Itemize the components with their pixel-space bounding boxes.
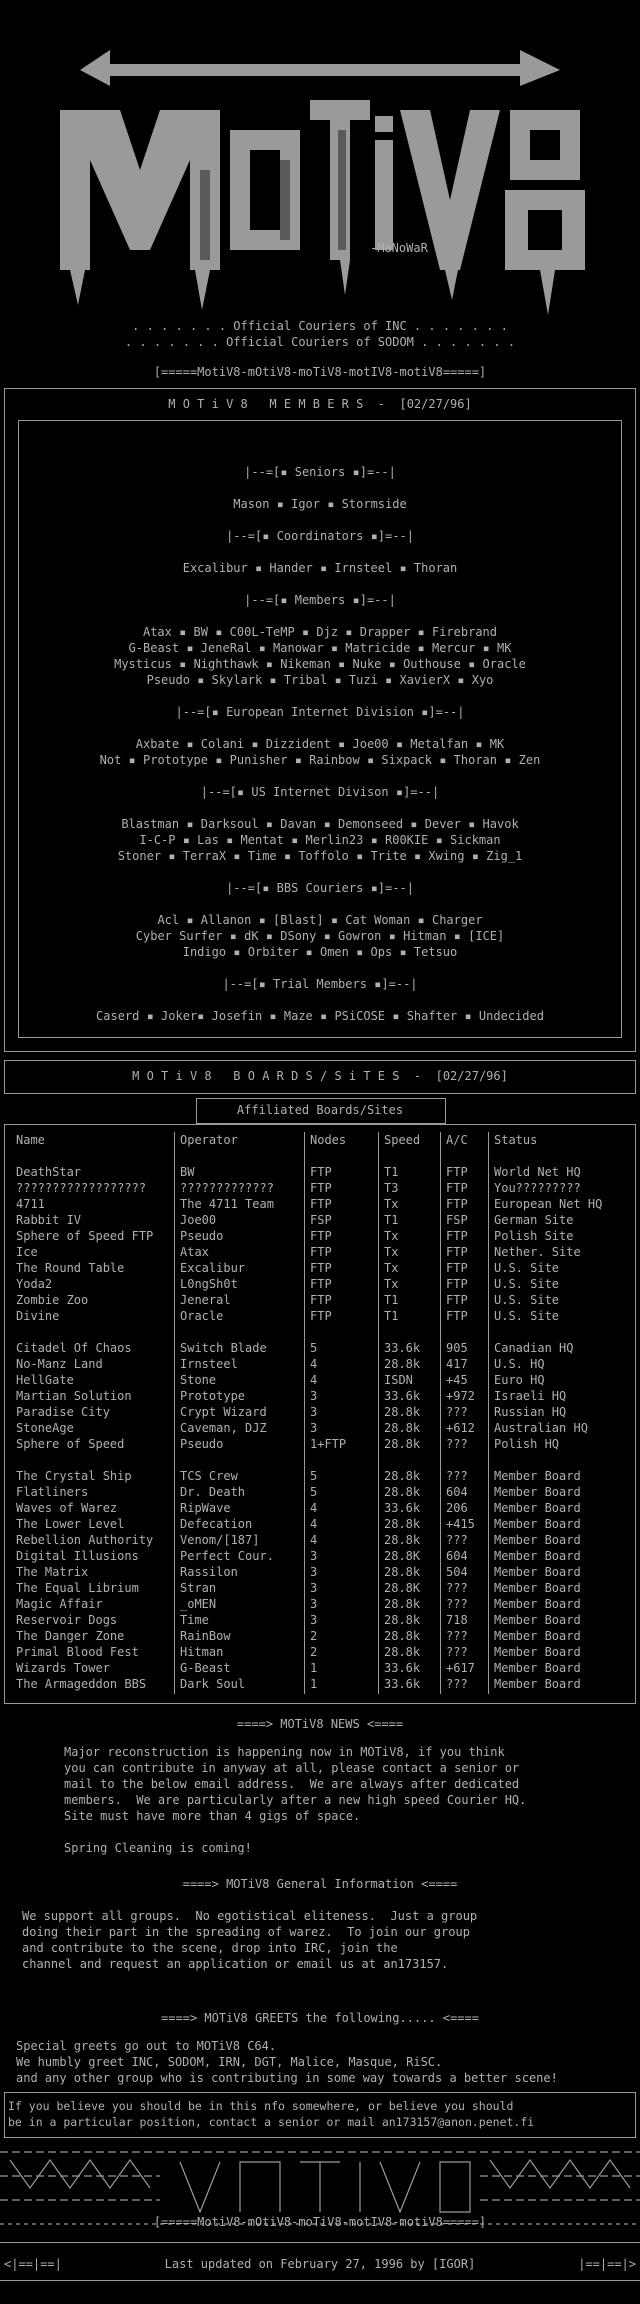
- cell-speed: 33.6k: [384, 1389, 421, 1403]
- table-row: [12, 1676, 628, 1692]
- cell-speed: T1: [384, 1165, 399, 1179]
- news-title: ====> MOTiV8 NEWS <====: [236, 1717, 404, 1731]
- cell-ac: ???: [446, 1581, 468, 1595]
- cell-speed: T1: [384, 1309, 399, 1323]
- greets-line: Special greets go out to MOTiV8 C64.: [16, 2039, 277, 2053]
- cell-ac: +45: [446, 1373, 468, 1387]
- cell-nodes: 3: [310, 1613, 318, 1627]
- cell-operator: Dark Soul: [180, 1677, 246, 1691]
- seniors-line: Mason ▪ Igor ▪ Stormside: [233, 497, 407, 511]
- cell-ac: FTP: [446, 1165, 468, 1179]
- cell-nodes: FTP: [310, 1181, 332, 1195]
- cell-speed: 28.8k: [384, 1613, 421, 1627]
- cell-status: Canadian HQ: [494, 1341, 574, 1355]
- cell-name: StoneAge: [16, 1421, 74, 1435]
- cell-status: U.S. Site: [494, 1309, 560, 1323]
- members-line: Mysticus ▪ Nighthawk ▪ Nikeman ▪ Nuke ▪ Outhouse ▪ Oracle: [114, 657, 526, 671]
- table-row: [12, 1164, 628, 1180]
- footer-divider: [0, 2280, 640, 2281]
- cell-speed: 28.8k: [384, 1517, 421, 1531]
- info-line: and contribute to the scene, drop into IRC, join the: [22, 1941, 398, 1955]
- cell-nodes: FSP: [310, 1213, 332, 1227]
- footer-deco-left: <|==|==|: [4, 2257, 62, 2271]
- table-row: [12, 1260, 628, 1276]
- cell-operator: Joe00: [180, 1213, 217, 1227]
- info-title: ====> MOTiV8 General Information <====: [182, 1877, 458, 1891]
- logo-tag: -MaNoWaR: [370, 241, 428, 255]
- cell-name: Ice: [16, 1245, 38, 1259]
- cell-ac: +617: [446, 1661, 475, 1675]
- cell-speed: Tx: [384, 1229, 399, 1243]
- cell-ac: FTP: [446, 1197, 468, 1211]
- cell-status: Member Board: [494, 1517, 581, 1531]
- cell-status: Member Board: [494, 1549, 581, 1563]
- cell-name: The Danger Zone: [16, 1629, 125, 1643]
- cell-speed: Tx: [384, 1245, 399, 1259]
- cell-name: Reservoir Dogs: [16, 1613, 118, 1627]
- cell-ac: 604: [446, 1549, 468, 1563]
- cell-name: The Equal Librium: [16, 1581, 139, 1595]
- cell-nodes: FTP: [310, 1245, 332, 1259]
- cell-status: Member Board: [494, 1597, 581, 1611]
- cell-status: Member Board: [494, 1581, 581, 1595]
- header-line-sodom: . . . . . . . Official Couriers of SODOM . . . . . . .: [124, 335, 516, 349]
- table-row: [12, 1436, 628, 1452]
- table-row: [12, 1244, 628, 1260]
- cell-operator: RainBow: [180, 1629, 231, 1643]
- cell-name: ??????????????????: [16, 1181, 147, 1195]
- cell-operator: RipWave: [180, 1501, 231, 1515]
- motiv8-logo: [40, 20, 600, 320]
- section-title-us: |--=[▪ US Internet Divison ▪]=--|: [200, 785, 440, 799]
- info-line: We support all groups. No egotistical eliteness. Just a group: [22, 1909, 478, 1923]
- boards-title: M O T i V 8 B O A R D S / S i T E S - [02/27/96]: [132, 1069, 508, 1083]
- cell-ac: ???: [446, 1469, 468, 1483]
- cell-name: No-Manz Land: [16, 1357, 103, 1371]
- cell-operator: Stran: [180, 1581, 217, 1595]
- greets-line: We humbly greet INC, SODOM, IRN, DGT, Malice, Masque, RiSC.: [16, 2055, 443, 2069]
- cell-speed: 28.8k: [384, 1533, 421, 1547]
- table-row: [12, 1420, 628, 1436]
- table-row: [12, 1532, 628, 1548]
- members-line: Pseudo ▪ Skylark ▪ Tribal ▪ Tuzi ▪ XavierX ▪ Xyo: [146, 673, 494, 687]
- cell-operator: Irnsteel: [180, 1357, 238, 1371]
- bbs-line: Acl ▪ Allanon ▪ [Blast] ▪ Cat Woman ▪ Charger: [157, 913, 483, 927]
- cell-operator: Crypt Wizard: [180, 1405, 267, 1419]
- cell-speed: ISDN: [384, 1373, 413, 1387]
- cell-status: Member Board: [494, 1469, 581, 1483]
- cell-nodes: 5: [310, 1469, 318, 1483]
- cell-name: 4711: [16, 1197, 45, 1211]
- footer-deco-right: |==|==|>: [578, 2257, 636, 2271]
- info-line: doing their part in the spreading of warez. To join our group: [22, 1925, 470, 1939]
- info-body: [22, 1908, 477, 1972]
- contact-line: be in a particular position, contact a senior or mail an173157@anon.penet.fi: [8, 2115, 535, 2129]
- cell-status: Member Board: [494, 1677, 581, 1691]
- news-line: Spring Cleaning is coming!: [64, 1841, 252, 1855]
- cell-nodes: 4: [310, 1501, 318, 1515]
- cell-name: Zombie Zoo: [16, 1293, 89, 1307]
- members-line: G-Beast ▪ JeneRal ▪ Manowar ▪ Matricide ▪ Mercur ▪ MK: [128, 641, 512, 655]
- cell-ac: +415: [446, 1517, 475, 1531]
- cell-ac: 905: [446, 1341, 468, 1355]
- cell-ac: 206: [446, 1501, 468, 1515]
- cell-nodes: 3: [310, 1421, 318, 1435]
- cell-status: Member Board: [494, 1629, 581, 1643]
- cell-operator: L0ngSh0t: [180, 1277, 238, 1291]
- cell-status: Member Board: [494, 1645, 581, 1659]
- cell-status: Member Board: [494, 1565, 581, 1579]
- cell-name: Citadel Of Chaos: [16, 1341, 132, 1355]
- contact-line: If you believe you should be in this nfo somewhere, or believe you should: [8, 2099, 514, 2113]
- cell-operator: Pseudo: [180, 1437, 224, 1451]
- news-line: members. We are particularly after a new high speed Courier HQ.: [64, 1793, 527, 1807]
- table-row: [12, 1596, 628, 1612]
- european-line: Axbate ▪ Colani ▪ Dizzident ▪ Joe00 ▪ Metalfan ▪ MK: [135, 737, 505, 751]
- table-row: [12, 1228, 628, 1244]
- cell-nodes: 5: [310, 1485, 318, 1499]
- cell-status: Euro HQ: [494, 1373, 545, 1387]
- cell-ac: 718: [446, 1613, 468, 1627]
- coordinators-line: Excalibur ▪ Hander ▪ Irnsteel ▪ Thoran: [182, 561, 458, 575]
- cell-name: HellGate: [16, 1373, 74, 1387]
- section-title-trial: |--=[▪ Trial Members ▪]=--|: [222, 977, 418, 991]
- cell-nodes: 4: [310, 1533, 318, 1547]
- cell-name: Digital Illusions: [16, 1549, 139, 1563]
- cell-nodes: 3: [310, 1597, 318, 1611]
- cell-status: Russian HQ: [494, 1405, 567, 1419]
- cell-nodes: FTP: [310, 1277, 332, 1291]
- section-title-bbs: |--=[▪ BBS Couriers ▪]=--|: [226, 881, 414, 895]
- news-line: Major reconstruction is happening now in MOTiV8, if you think: [64, 1745, 505, 1759]
- cell-nodes: 4: [310, 1373, 318, 1387]
- members-line: Atax ▪ BW ▪ C00L-TeMP ▪ Djz ▪ Drapper ▪ Firebrand: [142, 625, 497, 639]
- cell-nodes: FTP: [310, 1229, 332, 1243]
- cell-status: U.S. Site: [494, 1277, 560, 1291]
- cell-operator: Pseudo: [180, 1229, 224, 1243]
- section-title-coordinators: |--=[▪ Coordinators ▪]=--|: [226, 529, 414, 543]
- table-row: [12, 1388, 628, 1404]
- cell-nodes: 1: [310, 1677, 318, 1691]
- cell-ac: FSP: [446, 1213, 468, 1227]
- cell-name: The Matrix: [16, 1565, 89, 1579]
- cell-speed: 28.8K: [384, 1581, 421, 1595]
- cell-nodes: 5: [310, 1341, 318, 1355]
- cell-operator: TCS Crew: [180, 1469, 238, 1483]
- cell-operator: Switch Blade: [180, 1341, 267, 1355]
- cell-status: Member Board: [494, 1485, 581, 1499]
- cell-speed: 28.8k: [384, 1629, 421, 1643]
- cell-ac: ???: [446, 1405, 468, 1419]
- cell-nodes: 3: [310, 1389, 318, 1403]
- cell-operator: Oracle: [180, 1309, 224, 1323]
- cell-ac: FTP: [446, 1309, 468, 1323]
- cell-speed: Tx: [384, 1261, 399, 1275]
- table-row: [12, 1660, 628, 1676]
- news-line: you can contribute in anyway at all, please contact a senior or: [64, 1761, 520, 1775]
- cell-status: Member Board: [494, 1501, 581, 1515]
- cell-nodes: 4: [310, 1357, 318, 1371]
- footer-divider: [0, 2242, 640, 2243]
- cell-name: Yoda2: [16, 1277, 53, 1291]
- col-name: Name: [16, 1133, 45, 1147]
- group-spacer: [12, 1452, 628, 1468]
- cell-operator: Hitman: [180, 1645, 224, 1659]
- european-line: Not ▪ Prototype ▪ Punisher ▪ Rainbow ▪ Sixpack ▪ Thoran ▪ Zen: [99, 753, 541, 767]
- cell-status: You?????????: [494, 1181, 581, 1195]
- col-nodes: Nodes: [310, 1133, 347, 1147]
- cell-nodes: 2: [310, 1629, 318, 1643]
- header-line-inc: . . . . . . . Official Couriers of INC . . . . . . .: [132, 319, 508, 333]
- us-line: Blastman ▪ Darksoul ▪ Davan ▪ Demonseed ▪ Dever ▪ Havok: [121, 817, 519, 831]
- cell-operator: Rassilon: [180, 1565, 238, 1579]
- affiliated-title: Affiliated Boards/Sites: [236, 1103, 404, 1117]
- cell-status: U.S. Site: [494, 1261, 560, 1275]
- cell-speed: 28.8k: [384, 1597, 421, 1611]
- cell-ac: +612: [446, 1421, 475, 1435]
- cell-operator: Perfect Cour.: [180, 1549, 274, 1563]
- table-row: [12, 1212, 628, 1228]
- news-body: [64, 1744, 526, 1856]
- cell-nodes: 3: [310, 1565, 318, 1579]
- cell-name: Sphere of Speed: [16, 1437, 125, 1451]
- cell-nodes: 4: [310, 1517, 318, 1531]
- table-row: [12, 1308, 628, 1324]
- cell-nodes: FTP: [310, 1197, 332, 1211]
- cell-nodes: 1: [310, 1661, 318, 1675]
- cell-name: Divine: [16, 1309, 60, 1323]
- cell-name: Waves of Warez: [16, 1501, 118, 1515]
- cell-status: Australian HQ: [494, 1421, 588, 1435]
- table-row: [12, 1468, 628, 1484]
- table-row: [12, 1564, 628, 1580]
- cell-status: Israeli HQ: [494, 1389, 567, 1403]
- cell-operator: Jeneral: [180, 1293, 231, 1307]
- col-operator: Operator: [180, 1133, 238, 1147]
- cell-ac: +972: [446, 1389, 475, 1403]
- col-status: Status: [494, 1133, 538, 1147]
- table-row: [12, 1484, 628, 1500]
- cell-name: Flatliners: [16, 1485, 89, 1499]
- cell-operator: The 4711 Team: [180, 1197, 274, 1211]
- us-line: I-C-P ▪ Las ▪ Mentat ▪ Merlin23 ▪ R00KIE ▪ Sickman: [139, 833, 501, 847]
- boards-table: [12, 1132, 628, 1694]
- greets-line: and any other group who is contributing in some way towards a better scene!: [16, 2071, 558, 2085]
- members-title: M O T i V 8 M E M B E R S - [02/27/96]: [168, 397, 472, 411]
- group-spacer: [12, 1148, 628, 1164]
- cell-ac: FTP: [446, 1293, 468, 1307]
- table-row: [12, 1612, 628, 1628]
- logo-letter-i: [375, 140, 393, 250]
- contact-body: [8, 2098, 534, 2130]
- section-title-members: |--=[▪ Members ▪]=--|: [244, 593, 396, 607]
- cell-ac: 417: [446, 1357, 468, 1371]
- cell-speed: 28.8k: [384, 1645, 421, 1659]
- news-line: Site must have more than 4 gigs of space.: [64, 1809, 361, 1823]
- table-row: [12, 1580, 628, 1596]
- cell-speed: 28.8k: [384, 1421, 421, 1435]
- table-row: [12, 1548, 628, 1564]
- cell-nodes: FTP: [310, 1165, 332, 1179]
- cell-nodes: FTP: [310, 1293, 332, 1307]
- cell-status: Member Board: [494, 1533, 581, 1547]
- cell-ac: 604: [446, 1485, 468, 1499]
- cell-status: German Site: [494, 1213, 574, 1227]
- cell-speed: T1: [384, 1213, 399, 1227]
- bottom-banner: [=====MotiV8-mOtiV8-moTiV8-motIV8-motiV8=====]: [153, 2215, 487, 2229]
- cell-status: World Net HQ: [494, 1165, 581, 1179]
- trial-line: Caserd ▪ Joker▪ Josefin ▪ Maze ▪ PSiCOSE ▪ Shafter ▪ Undecided: [96, 1009, 544, 1023]
- cell-name: Rebellion Authority: [16, 1533, 154, 1547]
- cell-operator: G-Beast: [180, 1661, 231, 1675]
- cell-nodes: 3: [310, 1581, 318, 1595]
- news-line: [64, 1824, 526, 1840]
- cell-ac: ???: [446, 1437, 468, 1451]
- col-speed: Speed: [384, 1133, 421, 1147]
- cell-nodes: 3: [310, 1405, 318, 1419]
- news-line: mail to the below email address. We are always after dedicated: [64, 1777, 520, 1791]
- table-row: [12, 1516, 628, 1532]
- cell-name: Sphere of Speed FTP: [16, 1229, 154, 1243]
- cell-status: Polish Site: [494, 1229, 574, 1243]
- group-spacer: [12, 1324, 628, 1340]
- cell-speed: 33.6k: [384, 1677, 421, 1691]
- cell-speed: 33.6k: [384, 1661, 421, 1675]
- cell-speed: T3: [384, 1181, 399, 1195]
- bbs-line: Indigo ▪ Orbiter ▪ Omen ▪ Ops ▪ Tetsuo: [182, 945, 458, 959]
- greets-title: ====> MOTiV8 GREETS the following..... <====: [161, 2011, 479, 2025]
- cell-speed: 28.8K: [384, 1549, 421, 1563]
- table-row: [12, 1644, 628, 1660]
- cell-ac: FTP: [446, 1261, 468, 1275]
- cell-nodes: 2: [310, 1645, 318, 1659]
- cell-name: Wizards Tower: [16, 1661, 110, 1675]
- section-title-seniors: |--=[▪ Seniors ▪]=--|: [244, 465, 396, 479]
- cell-speed: Tx: [384, 1197, 399, 1211]
- cell-operator: Prototype: [180, 1389, 246, 1403]
- cell-name: Martian Solution: [16, 1389, 132, 1403]
- cell-nodes: 3: [310, 1549, 318, 1563]
- cell-speed: 28.8k: [384, 1485, 421, 1499]
- cell-name: Paradise City: [16, 1405, 110, 1419]
- cell-speed: 28.8k: [384, 1405, 421, 1419]
- cell-status: Member Board: [494, 1613, 581, 1627]
- cell-ac: FTP: [446, 1229, 468, 1243]
- us-line: Stoner ▪ TerraX ▪ Time ▪ Toffolo ▪ Trite ▪ Xwing ▪ Zig_1: [117, 849, 523, 863]
- cell-status: U.S. HQ: [494, 1357, 545, 1371]
- cell-name: Primal Blood Fest: [16, 1645, 139, 1659]
- table-row: [12, 1180, 628, 1196]
- greets-body: [16, 2038, 558, 2086]
- info-line: channel and request an application or email us at an173157.: [22, 1957, 449, 1971]
- table-row: [12, 1500, 628, 1516]
- cell-operator: Dr. Death: [180, 1485, 246, 1499]
- cell-operator: Time: [180, 1613, 209, 1627]
- cell-status: Nether. Site: [494, 1245, 581, 1259]
- cell-operator: _oMEN: [180, 1597, 217, 1611]
- table-row: [12, 1404, 628, 1420]
- cell-ac: ???: [446, 1597, 468, 1611]
- table-row: [12, 1196, 628, 1212]
- cell-speed: 28.8k: [384, 1357, 421, 1371]
- cell-ac: FTP: [446, 1181, 468, 1195]
- table-row: [12, 1340, 628, 1356]
- cell-operator: Atax: [180, 1245, 209, 1259]
- cell-ac: FTP: [446, 1245, 468, 1259]
- cell-operator: Stone: [180, 1373, 217, 1387]
- cell-speed: 28.8k: [384, 1437, 421, 1451]
- section-title-european: |--=[▪ European Internet Division ▪]=--|: [175, 705, 465, 719]
- bbs-line: Cyber Surfer ▪ dK ▪ DSony ▪ Gowron ▪ Hitman ▪ [ICE]: [135, 929, 505, 943]
- cell-operator: Venom/[187]: [180, 1533, 260, 1547]
- cell-ac: ???: [446, 1645, 468, 1659]
- cell-ac: ???: [446, 1533, 468, 1547]
- top-banner: [=====MotiV8-mOtiV8-moTiV8-motIV8-motiV8=====]: [153, 365, 487, 379]
- cell-speed: 33.6k: [384, 1341, 421, 1355]
- cell-operator: BW: [180, 1165, 195, 1179]
- cell-status: Member Board: [494, 1661, 581, 1675]
- cell-ac: ???: [446, 1677, 468, 1691]
- footer-text: Last updated on February 27, 1996 by [IGOR]: [164, 2257, 476, 2271]
- cell-name: Rabbit IV: [16, 1213, 82, 1227]
- cell-operator: Caveman, DJZ: [180, 1421, 267, 1435]
- cell-status: U.S. Site: [494, 1293, 560, 1307]
- cell-operator: ?????????????: [180, 1181, 274, 1195]
- cell-operator: Defecation: [180, 1517, 253, 1531]
- logo-top-bar: [80, 50, 560, 86]
- cell-nodes: 1+FTP: [310, 1437, 347, 1451]
- cell-speed: T1: [384, 1293, 399, 1307]
- table-row: [12, 1276, 628, 1292]
- table-row: [12, 1628, 628, 1644]
- cell-status: European Net HQ: [494, 1197, 603, 1211]
- cell-ac: FTP: [446, 1277, 468, 1291]
- cell-status: Polish HQ: [494, 1437, 560, 1451]
- cell-speed: Tx: [384, 1277, 399, 1291]
- cell-name: The Round Table: [16, 1261, 125, 1275]
- table-row: [12, 1356, 628, 1372]
- cell-ac: 504: [446, 1565, 468, 1579]
- cell-speed: 33.6k: [384, 1501, 421, 1515]
- logo-letter-m: [60, 110, 220, 270]
- table-row: [12, 1292, 628, 1308]
- cell-operator: Excalibur: [180, 1261, 246, 1275]
- cell-nodes: FTP: [310, 1309, 332, 1323]
- cell-nodes: FTP: [310, 1261, 332, 1275]
- cell-name: The Crystal Ship: [16, 1469, 132, 1483]
- cell-speed: 28.8k: [384, 1469, 421, 1483]
- cell-name: Magic Affair: [16, 1597, 103, 1611]
- table-header: [12, 1132, 628, 1148]
- cell-name: The Lower Level: [16, 1517, 125, 1531]
- table-row: [12, 1372, 628, 1388]
- cell-name: The Armageddon BBS: [16, 1677, 147, 1691]
- cell-speed: 28.8k: [384, 1565, 421, 1579]
- cell-ac: ???: [446, 1629, 468, 1643]
- col-ac: A/C: [446, 1133, 468, 1147]
- cell-name: DeathStar: [16, 1165, 82, 1179]
